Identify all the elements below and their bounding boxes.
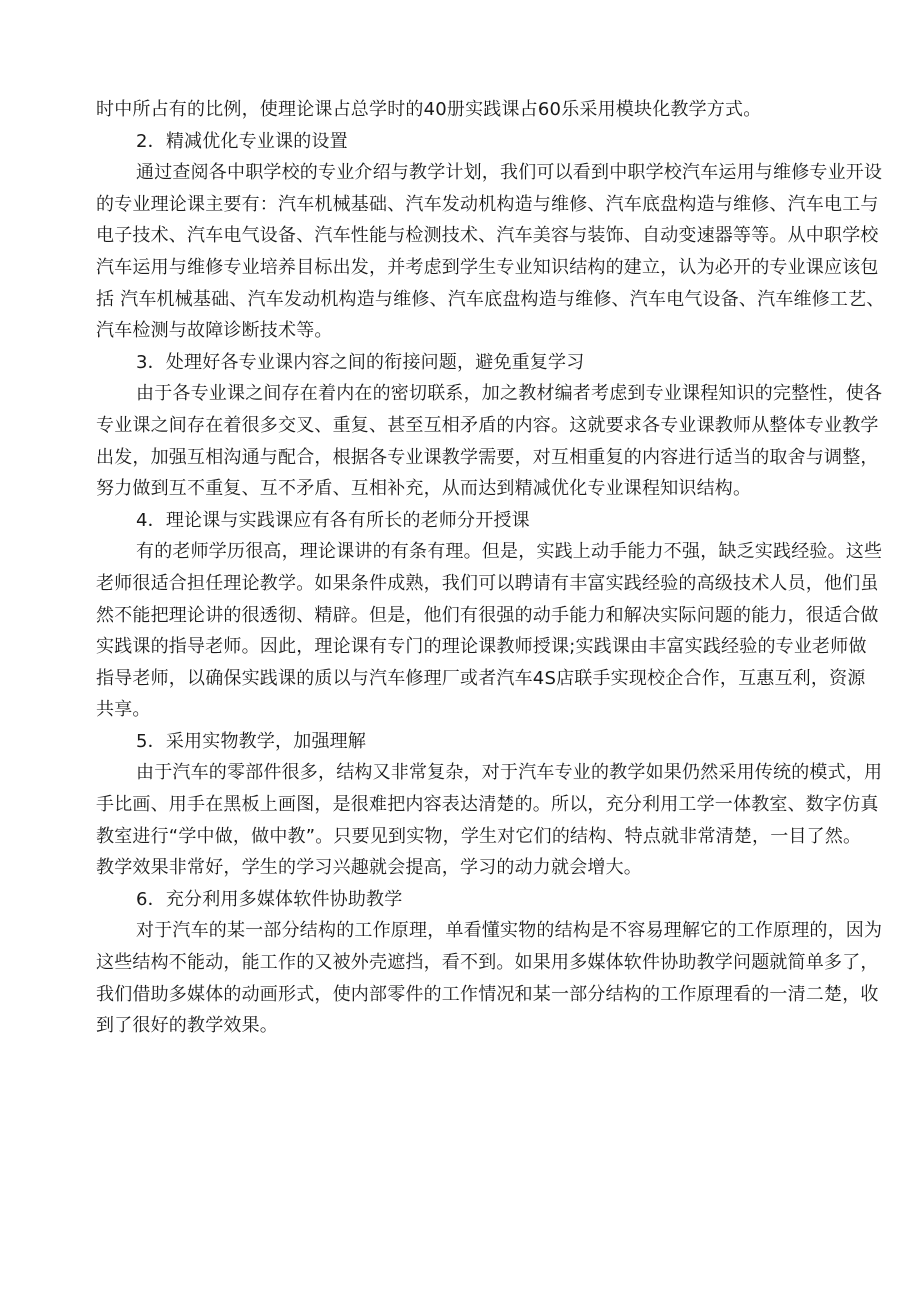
section-heading-4: 4．理论课与实践课应有各有所长的老师分开授课 — [136, 509, 530, 531]
document-body — [96, 94, 885, 1042]
paragraph-line: 我们借助多媒体的动画形式，使内部零件的工作情况和某一部分结构的工作原理看的一清二楚，收 — [96, 983, 879, 1005]
paragraph-line: 到了很好的教学效果。 — [96, 1015, 278, 1037]
paragraph-line: 出发，加强互相沟通与配合，根据各专业课教学需要，对互相重复的内容进行适当的取舍与调整， — [96, 446, 879, 468]
paragraph-line: 教室进行“学中做，做中教”。只要见到实物，学生对它们的结构、特点就非常清楚，一目了然。 — [96, 825, 862, 847]
paragraph-line: 由于各专业课之间存在着内在的密切联系，加之教材编者考虑到专业课程知识的完整性，使各 — [136, 383, 883, 405]
paragraph-line: 的专业理论课主要有：汽车机械基础、汽车发动机构造与维修、汽车底盘构造与维修、汽车电工与 — [96, 193, 879, 215]
paragraph-line: 对于汽车的某一部分结构的工作原理，单看懂实物的结构是不容易理解它的工作原理的，因为 — [136, 920, 883, 942]
paragraph-line: 有的老师学历很高，理论课讲的有条有理。但是，实践上动手能力不强，缺乏实践经验。这些 — [136, 541, 883, 563]
section-heading-6: 6．充分利用多媒体软件协助教学 — [136, 888, 403, 910]
paragraph-line: 由于汽车的零部件很多，结构又非常复杂，对于汽车专业的教学如果仍然采用传统的模式，用 — [136, 762, 883, 784]
paragraph-line: 然不能把理论讲的很透彻、精辟。但是，他们有很强的动手能力和解决实际问题的能力，很适合做 — [96, 604, 879, 626]
paragraph-line: 实践课的指导老师。因此，理论课有专门的理论课教师授课;实践课由丰富实践经验的专业老师做 — [96, 636, 867, 658]
section-heading-5: 5．采用实物教学，加强理解 — [136, 730, 367, 752]
paragraph-line: 时中所占有的比例，使理论课占总学时的40册实践课占60乐采用模块化教学方式。 — [96, 99, 762, 120]
paragraph-line: 老师很适合担任理论教学。如果条件成熟，我们可以聘请有丰富实践经验的高级技术人员，他们虽 — [96, 572, 879, 594]
paragraph-line: 专业课之间存在着很多交叉、重复、甚至互相矛盾的内容。这就要求各专业课教师从整体专业教学 — [96, 414, 879, 436]
paragraph-line: 括 汽车机械基础、汽车发动机构造与维修、汽车底盘构造与维修、汽车电气设备、汽车维修工艺、 — [96, 288, 885, 310]
paragraph-line: 努力做到互不重复、互不矛盾、互相补充，从而达到精减优化专业课程知识结构。 — [96, 478, 752, 500]
paragraph-line: 手比画、用手在黑板上画图，是很难把内容表达清楚的。所以，充分利用工学一体教室、数字仿真 — [96, 794, 879, 816]
paragraph-line: 教学效果非常好，学生的学习兴趣就会提高，学习的动力就会增大。 — [96, 857, 642, 879]
paragraph-line: 电子技术、汽车电气设备、汽车性能与检测技术、汽车美容与装饰、自动变速器等等。从中职学校 — [96, 225, 879, 247]
paragraph-line: 汽车检测与故障诊断技术等。 — [96, 320, 333, 342]
paragraph-line: 指导老师，以确保实践课的质以与汽车修理厂或者汽车4S店联手实现校企合作，互惠互利，资源 — [96, 667, 866, 689]
paragraph-line: 这些结构不能动，能工作的又被外壳遮挡，看不到。如果用多媒体软件协助教学问题就简单多了， — [96, 952, 879, 974]
paragraph-line: 汽车运用与维修专业培养目标出发，并考虑到学生专业知识结构的建立，认为必开的专业课应该包 — [96, 256, 879, 278]
section-heading-3: 3．处理好各专业课内容之间的衔接问题，避免重复学习 — [136, 351, 585, 373]
paragraph-line: 通过查阅各中职学校的专业介绍与教学计划，我们可以看到中职学校汽车运用与维修专业开设 — [136, 162, 883, 184]
paragraph-line: 共享。 — [96, 699, 151, 721]
section-heading-2: 2．精减优化专业课的设置 — [136, 130, 348, 152]
